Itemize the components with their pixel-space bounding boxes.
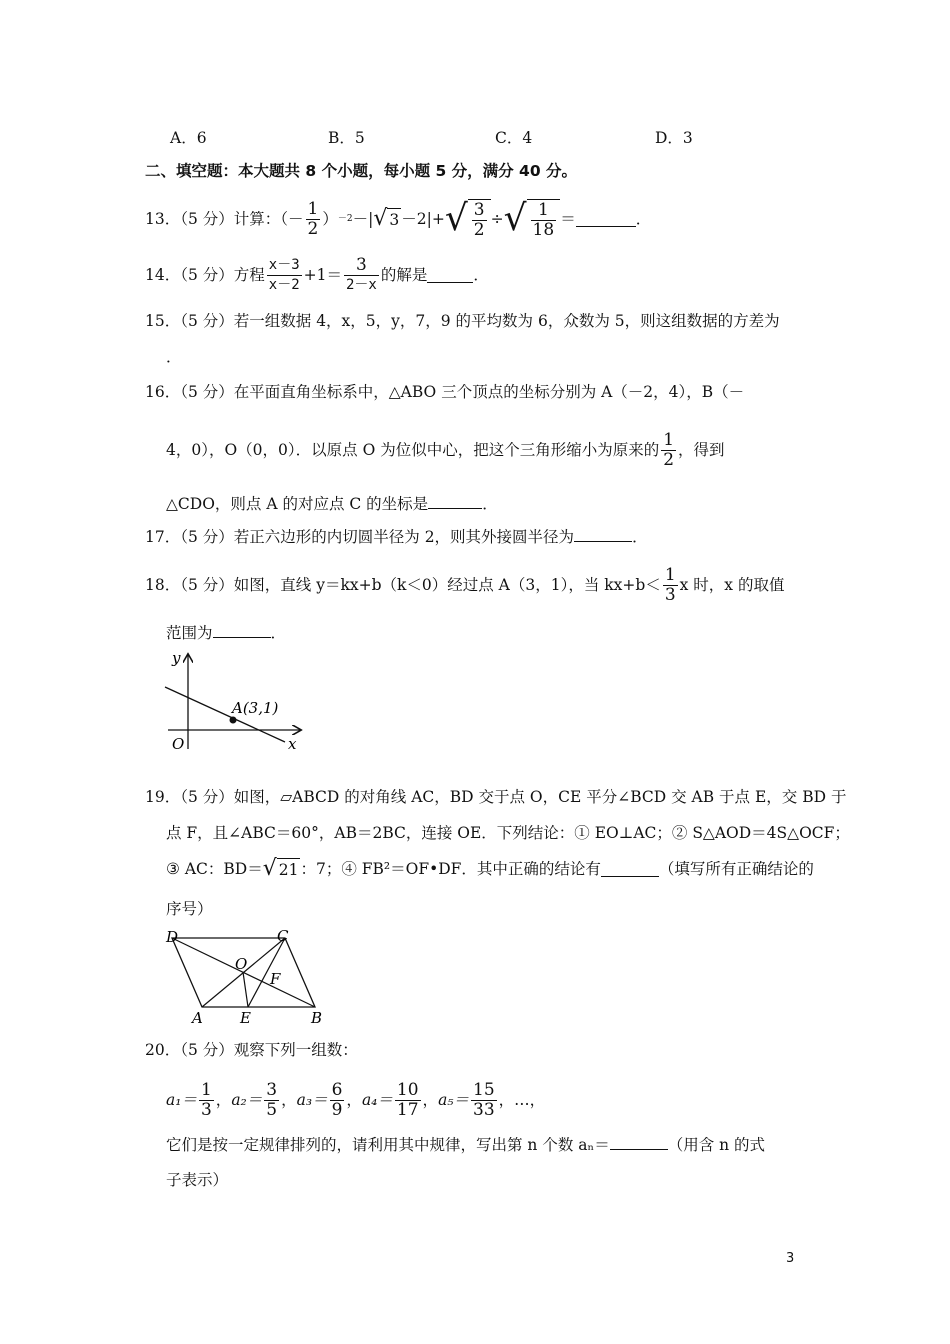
q20-answer-blank: [610, 1135, 668, 1150]
y-axis-label: y: [172, 649, 181, 667]
label-a: A: [192, 1009, 203, 1025]
question-16-line3: △CDO，则点 A 的对应点 C 的坐标是 ．: [166, 495, 498, 513]
question-14: 14．（5 分）方程 $\frac{x-3}{x-2}$ +1＝ $\frac{3}{2-x}$ 的解是 ．: [145, 254, 489, 293]
question-20-line1: 20．（5 分）观察下列一组数：: [145, 1041, 358, 1059]
a2-fraction: $\frac{3}{5}$: [266, 1079, 278, 1120]
question-15-line2: ．: [166, 348, 182, 366]
a3-fraction: $\frac{6}{9}$: [331, 1079, 343, 1120]
label-c: C: [277, 927, 289, 945]
page-number: 3: [786, 1251, 795, 1266]
a5-label: a₅＝: [438, 1091, 470, 1109]
option-c: C．4: [495, 129, 533, 147]
question-18-line2: 范围为 ．: [166, 624, 287, 642]
a1-label: a₁＝: [166, 1091, 197, 1109]
option-d: D．3: [655, 129, 693, 147]
q13-sqrt-frac2: √ $\frac{1}{18}$: [504, 199, 561, 240]
q16-half-fraction: $\frac{1}{2}$: [663, 429, 675, 470]
label-o: O: [235, 955, 248, 973]
question-16-line1: 16．（5 分）在平面直角坐标系中，△ABO 三个顶点的坐标分别为 A（－2，4），B（－: [145, 383, 745, 401]
question-20-sequence: a₁＝ $\frac{1}{3}$ ， a₂＝ $\frac{3}{5}$ ， a₃＝ $\frac{6}{9}$ ， a₄＝ $\frac{10}{17}$ ， a₅＝ $\frac{15}{33}$ ，…，: [166, 1079, 546, 1120]
question-19-line3: ③ AC：BD＝ √ 21 ：7；④ FB²＝OF•DF．其中正确的结论有 （填写所有正确结论的: [166, 856, 814, 881]
q18-answer-blank: [213, 623, 271, 638]
q13-sqrt3: √ 3: [373, 206, 400, 231]
label-d: D: [166, 928, 179, 946]
a4-label: a₄＝: [361, 1091, 393, 1109]
a1-fraction: $\frac{1}{3}$: [200, 1079, 212, 1120]
label-b: B: [311, 1009, 323, 1025]
q14-label: 14．（5 分）方程: [145, 266, 265, 284]
question-19-line4: 序号）: [166, 900, 213, 918]
question-15-line1: 15．（5 分）若一组数据 4，x，5，y，7，9 的平均数为 6，众数为 5，则这组数据的方差为: [145, 312, 780, 330]
a5-fraction: $\frac{15}{33}$: [473, 1079, 495, 1120]
q19-answer-blank: [601, 862, 659, 877]
q19-parallelogram-figure: [160, 925, 335, 1025]
q19-sqrt21: √ 21: [262, 856, 299, 881]
question-13: 13．（5 分）计算：（－ $\frac{1}{2}$ ） －2 －| √ 3 －2|+ √ $\frac{3}{2}$ ÷ √ $\frac{1}{18}$ ＝ ．: [145, 198, 652, 240]
q13-answer-blank: [576, 212, 636, 227]
point-a-label: A(3,1): [232, 699, 279, 717]
point-a: [230, 717, 237, 724]
q13-half-fraction: $\frac{1}{2}$: [307, 198, 319, 239]
a2-label: a₂＝: [231, 1091, 263, 1109]
q13-sqrt-frac1: √ $\frac{3}{2}$: [445, 199, 491, 240]
q13-label: 13．（5 分）计算：（－: [145, 210, 304, 228]
q17-answer-blank: [574, 527, 632, 542]
q18-graph: [160, 645, 310, 755]
x-axis-label: x: [288, 735, 297, 753]
label-e: E: [240, 1009, 251, 1025]
a3-label: a₃＝: [296, 1091, 328, 1109]
origin-label: O: [172, 735, 185, 753]
section-heading: 二、填空题：本大题共 8 个小题，每小题 5 分，满分 40 分。: [145, 162, 578, 180]
q13-exponent: －2: [337, 214, 353, 224]
option-a: A．6: [170, 129, 207, 147]
question-19-line2: 点 F，且∠ABC＝60°，AB＝2BC，连接 OE．下列结论：① EO⊥AC；② S△AOD＝4S△OCF；: [166, 824, 850, 842]
question-18-line1: 18．（5 分）如图，直线 y＝kx+b（k＜0）经过点 A（3，1），当 kx+b＜ $\frac{1}{3}$ x 时，x 的取值: [145, 564, 785, 605]
q18-third-fraction: $\frac{1}{3}$: [664, 564, 676, 605]
a4-fraction: $\frac{10}{17}$: [396, 1079, 419, 1120]
question-19-line1: 19．（5 分）如图，▱ABCD 的对角线 AC，BD 交于点 O，CE 平分∠BCD 交 AB 于点 E，交 BD 于: [145, 788, 847, 806]
q16-answer-blank: [428, 494, 482, 509]
option-b: B．5: [328, 129, 365, 147]
label-f: F: [270, 970, 281, 988]
q14-right-fraction: $\frac{3}{2-x}$: [345, 254, 377, 293]
q14-answer-blank: [427, 268, 473, 283]
question-17: 17．（5 分）若正六边形的内切圆半径为 2，则其外接圆半径为 ．: [145, 528, 648, 546]
question-20-line4: 子表示）: [166, 1171, 229, 1189]
question-16-line2: 4，0），O（0，0）．以原点 O 为位似中心，把这个三角形缩小为原来的 $\frac{1}{2}$ ，得到: [166, 429, 725, 470]
question-20-line3: 它们是按一定规律排列的，请利用其中规律，写出第 n 个数 aₙ＝ （用含 n 的式: [166, 1136, 766, 1154]
q14-left-fraction: $\frac{x-3}{x-2}$: [268, 256, 300, 293]
